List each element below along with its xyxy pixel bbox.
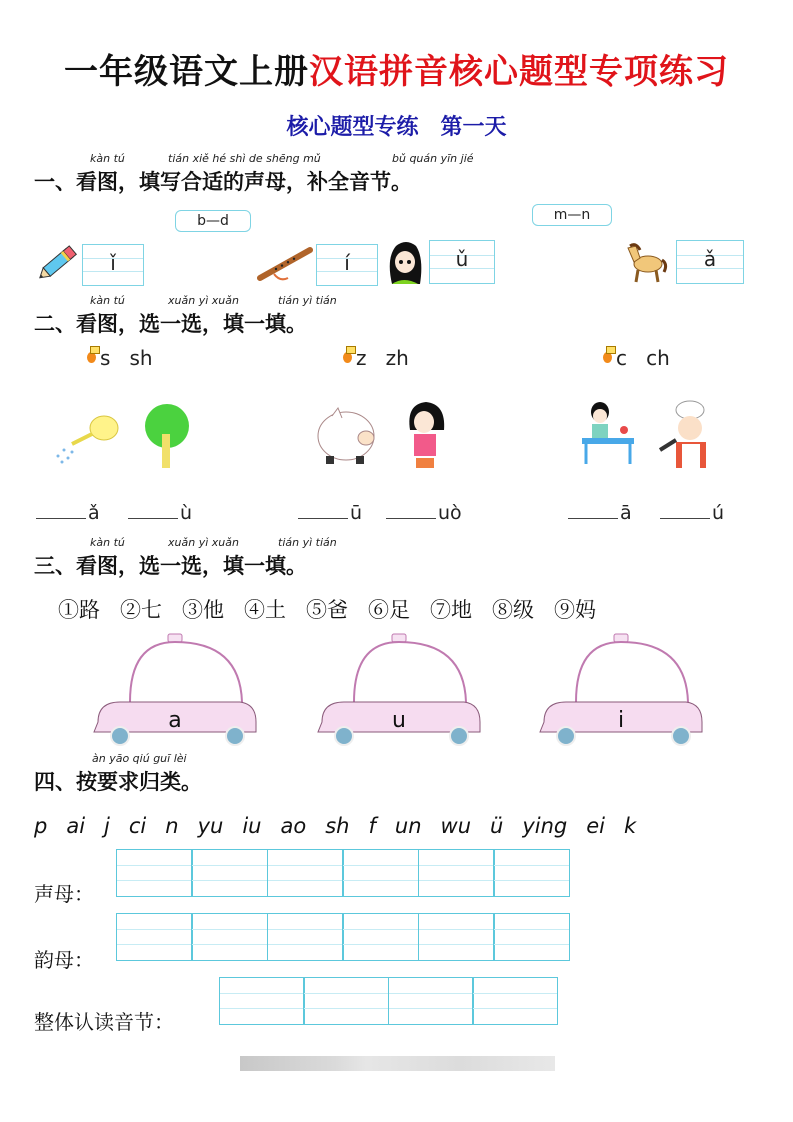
grid-cell[interactable]	[191, 849, 268, 897]
blank-2[interactable]	[128, 500, 192, 524]
grid-cell[interactable]	[191, 913, 268, 961]
car-final-label: u	[392, 708, 406, 733]
section2-pinyin-1: kàn tú	[90, 294, 125, 307]
watering-can-picture	[52, 404, 122, 466]
blank-1[interactable]	[36, 500, 100, 524]
blank-line[interactable]	[568, 500, 618, 519]
car-final-label: a	[168, 708, 182, 733]
choice-text: z zh	[356, 346, 409, 370]
final-letter: ǎ	[703, 247, 717, 271]
grid-cell[interactable]	[342, 849, 419, 897]
character-option: ②七	[120, 598, 162, 622]
choice-group-2	[340, 346, 409, 370]
character-option: ⑨妈	[554, 598, 596, 622]
tree-picture	[142, 400, 192, 470]
section3-pinyin-3: tián yì tián	[278, 536, 337, 549]
syllable: wu	[440, 814, 472, 838]
blank-line[interactable]	[660, 500, 710, 519]
section1-pinyin-2: tián xiě hé shì de shēng mǔ	[168, 152, 321, 165]
gourd-icon	[600, 346, 614, 364]
final-letter: ǔ	[455, 247, 469, 271]
syllable: iu	[242, 814, 262, 838]
character-option: ③他	[182, 598, 224, 622]
character-option: ⑧级	[492, 598, 534, 622]
answer-box-2[interactable]	[316, 244, 378, 286]
girl-at-table-picture	[578, 400, 638, 470]
character-list	[58, 594, 616, 624]
page-subtitle: 核心题型专练 第一天	[286, 114, 507, 140]
final-letter: í	[344, 251, 350, 275]
grid-cell[interactable]	[267, 849, 344, 897]
section1-heading: 一、看图，填写合适的声母，补全音节。	[34, 169, 412, 194]
choice-text: c ch	[616, 346, 670, 370]
initials-label: 声母：	[34, 882, 94, 906]
girl-picture	[384, 238, 424, 286]
blank-final: uò	[438, 502, 462, 524]
choice-group-3	[600, 346, 670, 370]
syllable: ei	[586, 814, 605, 838]
sitting-girl-picture	[404, 400, 448, 470]
final-letter: ǐ	[110, 251, 116, 275]
syllable: ai	[66, 814, 86, 838]
grid-cell[interactable]	[116, 849, 193, 897]
grid-cell[interactable]	[418, 849, 495, 897]
blank-final: ú	[712, 502, 725, 524]
initials-grid[interactable]	[117, 849, 570, 897]
section4-heading: 四、按要求归类。	[34, 769, 202, 794]
page-title	[0, 44, 793, 93]
blank-5[interactable]	[568, 500, 632, 524]
grid-cell[interactable]	[267, 913, 344, 961]
syllable: sh	[325, 814, 350, 838]
character-option: ⑥足	[368, 598, 410, 622]
car-final-label: i	[617, 708, 625, 733]
section3-pinyin-1: kàn tú	[90, 536, 125, 549]
blank-line[interactable]	[128, 500, 178, 519]
car-i[interactable]	[536, 632, 706, 750]
grid-cell[interactable]	[219, 977, 305, 1025]
blank-final: ū	[350, 502, 363, 524]
section3-heading: 三、看图，选一选，填一填。	[34, 553, 307, 578]
section4-pinyin: àn yāo qiú guī lèi	[92, 752, 187, 765]
grid-cell[interactable]	[116, 913, 193, 961]
grid-cell[interactable]	[303, 977, 389, 1025]
syllable-list	[34, 814, 655, 838]
blank-4[interactable]	[386, 500, 462, 524]
grid-cell[interactable]	[472, 977, 558, 1025]
choice-text: s sh	[100, 346, 153, 370]
answer-box-1[interactable]	[82, 244, 144, 286]
syllable: yu	[197, 814, 224, 838]
section3-pinyin-2: xuǎn yì xuǎn	[168, 536, 239, 549]
syllable: ci	[128, 814, 147, 838]
blank-line[interactable]	[36, 500, 86, 519]
character-option: ①路	[58, 598, 100, 622]
gourd-icon	[340, 346, 354, 364]
whole-syllables-label: 整体认读音节：	[34, 1010, 174, 1034]
car-u[interactable]	[314, 632, 484, 750]
blank-line[interactable]	[386, 500, 436, 519]
section1-pinyin-3: bǔ quán yīn jié	[392, 152, 474, 165]
choice-pill-b-d: b—d	[175, 210, 251, 232]
grid-cell[interactable]	[342, 913, 419, 961]
gourd-icon	[84, 346, 98, 364]
blank-final: ǎ	[88, 502, 100, 524]
choice-pill-m-n: m—n	[532, 204, 612, 226]
pencil-picture	[34, 242, 80, 286]
character-option: ⑤爸	[306, 598, 348, 622]
section2-pinyin-3: tián yì tián	[278, 294, 337, 307]
title-black: 一年级语文上册	[64, 52, 309, 92]
grid-cell[interactable]	[418, 913, 495, 961]
section2-heading: 二、看图，选一选，填一填。	[34, 311, 307, 336]
blank-line[interactable]	[298, 500, 348, 519]
horse-picture	[620, 240, 668, 286]
syllable: un	[394, 814, 422, 838]
blank-final: ā	[620, 502, 632, 524]
grid-cell[interactable]	[493, 913, 570, 961]
flute-picture	[256, 244, 314, 284]
pig-picture	[312, 404, 382, 468]
chef-picture	[656, 400, 718, 470]
choice-group-1	[84, 346, 153, 370]
section1-pinyin-1: kàn tú	[90, 152, 125, 165]
syllable: ü	[490, 814, 504, 838]
syllable: n	[165, 814, 179, 838]
syllable: p	[34, 814, 48, 838]
syllable: ying	[522, 814, 568, 838]
whole-syllables-grid[interactable]	[220, 977, 558, 1025]
grid-cell[interactable]	[493, 849, 570, 897]
blank-3[interactable]	[298, 500, 362, 524]
car-a[interactable]	[90, 632, 260, 750]
character-option: ⑦地	[430, 598, 472, 622]
blank-6[interactable]	[660, 500, 724, 524]
finals-label: 韵母：	[34, 948, 94, 972]
syllable: f	[368, 814, 376, 838]
syllable: ao	[280, 814, 307, 838]
syllable: j	[104, 814, 110, 838]
title-red: 汉语拼音核心题型专项练习	[309, 52, 729, 92]
blank-final: ù	[180, 502, 193, 524]
answer-box-4[interactable]	[676, 240, 744, 284]
grid-cell[interactable]	[388, 977, 474, 1025]
blurred-footer-bar	[240, 1056, 555, 1071]
finals-grid[interactable]	[117, 913, 570, 961]
section2-pinyin-2: xuǎn yì xuǎn	[168, 294, 239, 307]
syllable: k	[624, 814, 637, 838]
answer-box-3[interactable]	[429, 240, 495, 284]
character-option: ④土	[244, 598, 286, 622]
